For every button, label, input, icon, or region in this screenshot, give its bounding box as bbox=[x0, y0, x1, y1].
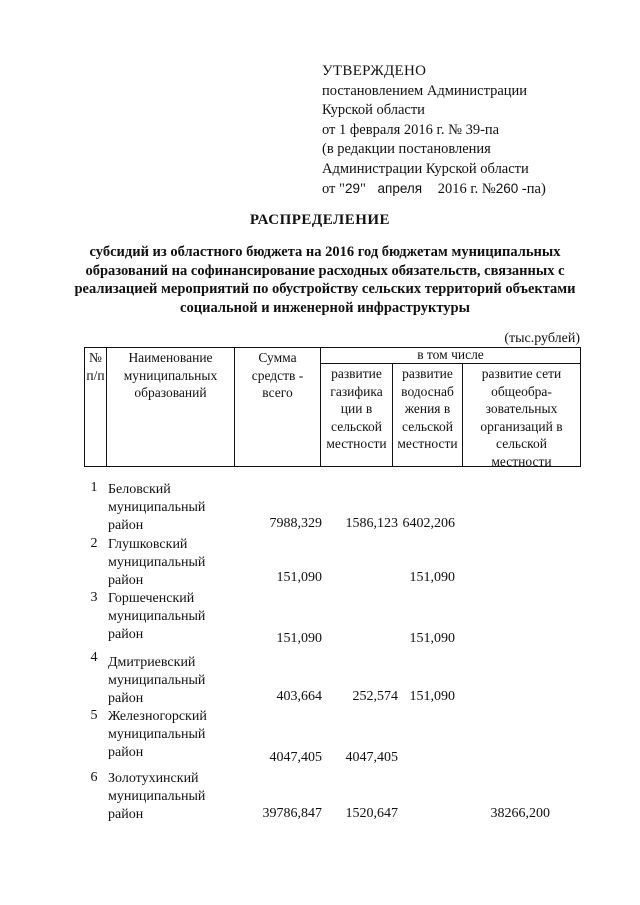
row-name-line: Железногорский bbox=[108, 709, 207, 724]
row-name-line: район bbox=[108, 518, 144, 533]
table-row bbox=[84, 480, 581, 540]
row-number: 3 bbox=[90, 590, 98, 605]
header-text: п/п bbox=[86, 367, 105, 383]
header-total bbox=[235, 349, 320, 402]
row-name bbox=[108, 770, 218, 824]
approval-title: УТВЕРЖДЕНО bbox=[322, 63, 427, 79]
row-edu: 38266,200 bbox=[490, 806, 550, 821]
units-label: (тыс.рублей) bbox=[504, 331, 580, 346]
header-text: развитие bbox=[402, 366, 453, 381]
row-name-line: муниципальный bbox=[108, 789, 206, 804]
header-text: ции в bbox=[340, 401, 373, 416]
header-num bbox=[85, 349, 106, 384]
subtitle-line: реализацией мероприятий по обустройству сельских территорий объектами bbox=[74, 281, 576, 297]
approval-line: Администрации Курской области bbox=[322, 160, 529, 177]
approval-line: постановлением Администрации bbox=[322, 82, 528, 99]
row-number: 4 bbox=[90, 650, 98, 665]
header-including: в том числе bbox=[417, 347, 484, 362]
header-text: № bbox=[89, 350, 102, 365]
table-row bbox=[84, 536, 581, 592]
approval-date-line bbox=[322, 179, 546, 200]
approval-line: (в редакции постановления bbox=[322, 141, 491, 157]
row-number: 5 bbox=[90, 708, 98, 723]
header-text: Сумма bbox=[258, 350, 297, 365]
row-water: 151,090 bbox=[409, 570, 455, 585]
header-text: сельской bbox=[496, 436, 547, 451]
row-name-line: Беловский bbox=[108, 482, 171, 497]
row-number: 2 bbox=[90, 536, 98, 551]
row-total: 151,090 bbox=[276, 631, 322, 646]
header-text: газифика bbox=[330, 383, 383, 399]
row-name-line: муниципальный bbox=[108, 727, 206, 742]
approval-day: 29 bbox=[344, 181, 360, 196]
row-name bbox=[108, 708, 218, 762]
row-name-line: Дмитриевский bbox=[108, 655, 196, 670]
row-name-line: район bbox=[108, 745, 144, 760]
approval-number: 260 bbox=[495, 181, 519, 196]
header-text: организаций в bbox=[480, 418, 563, 434]
header-text: образований bbox=[134, 385, 207, 400]
row-name-line: район bbox=[108, 627, 144, 642]
header-text: развитие сети bbox=[481, 366, 562, 381]
row-name bbox=[108, 654, 218, 708]
row-total: 403,664 bbox=[276, 689, 322, 704]
header-text: местности bbox=[397, 436, 458, 451]
table-row bbox=[84, 770, 581, 830]
row-name-line: Золотухинский bbox=[108, 771, 199, 786]
row-number: 1 bbox=[90, 480, 98, 495]
header-edu bbox=[463, 365, 580, 470]
row-total: 4047,405 bbox=[269, 750, 322, 765]
header-name bbox=[107, 349, 234, 402]
row-water: 6402,206 bbox=[402, 516, 455, 531]
row-total: 151,090 bbox=[276, 570, 322, 585]
approval-suffix: -па) bbox=[521, 181, 546, 197]
row-name-line: муниципальный bbox=[108, 555, 206, 570]
table-row bbox=[84, 590, 581, 650]
table-row bbox=[84, 708, 581, 770]
approval-date-prefix: от " bbox=[322, 181, 345, 197]
header-text: местности bbox=[326, 436, 387, 451]
row-number: 6 bbox=[90, 770, 98, 785]
approval-month: апреля bbox=[377, 181, 423, 196]
row-water: 151,090 bbox=[409, 689, 455, 704]
approval-line: от 1 февраля 2016 г. № 39-па bbox=[322, 121, 500, 138]
table-row bbox=[84, 652, 581, 708]
row-name-line: муниципальный bbox=[108, 609, 206, 624]
header-water bbox=[393, 365, 462, 453]
subtitle-line: субсидий из областного бюджета на 2016 год бюджетам муниципальных bbox=[89, 244, 561, 260]
row-name-line: муниципальный bbox=[108, 673, 206, 688]
approval-line: Курской области bbox=[322, 102, 425, 118]
row-name bbox=[108, 536, 218, 590]
header-text: водоснаб bbox=[401, 383, 454, 399]
row-name-line: Глушковский bbox=[108, 537, 188, 552]
header-text: муниципальных bbox=[123, 367, 218, 383]
approval-block bbox=[322, 62, 546, 200]
row-total: 39786,847 bbox=[262, 806, 322, 821]
row-name bbox=[108, 590, 218, 644]
header-text: жения в bbox=[404, 401, 451, 416]
header-text: сельской bbox=[402, 418, 453, 434]
header-text: общеобра- bbox=[491, 383, 552, 399]
document-title: РАСПРЕДЕЛЕНИЕ bbox=[249, 212, 391, 228]
subtitle-line: социальной и инженерной инфраструктуры bbox=[180, 299, 470, 316]
table-header bbox=[84, 347, 581, 467]
approval-date-quote: " bbox=[359, 181, 366, 197]
header-text: зовательных bbox=[485, 401, 558, 416]
header-text: Наименование bbox=[128, 350, 213, 365]
approval-year: 2016 г. № bbox=[437, 181, 496, 197]
header-text: местности bbox=[491, 453, 552, 469]
header-gas bbox=[321, 365, 392, 453]
header-text: сельской bbox=[331, 418, 382, 434]
table-border bbox=[580, 347, 581, 467]
row-gas: 1586,123 bbox=[345, 516, 398, 531]
row-name-line: район bbox=[108, 807, 144, 822]
subtitle-line: образований на софинансирование расходных обязательств, связанных с bbox=[85, 262, 565, 279]
row-gas: 1520,647 bbox=[345, 806, 398, 821]
row-gas: 4047,405 bbox=[345, 750, 398, 765]
row-total: 7988,329 bbox=[269, 516, 322, 531]
row-name bbox=[108, 481, 218, 535]
row-name-line: Горшеченский bbox=[108, 591, 195, 606]
row-gas: 252,574 bbox=[352, 689, 398, 704]
row-name-line: муниципальный bbox=[108, 500, 206, 515]
header-text: всего bbox=[262, 385, 293, 400]
header-text: развитие bbox=[331, 366, 382, 381]
header-text: средств - bbox=[251, 367, 304, 383]
document-subtitle bbox=[70, 243, 580, 317]
row-water: 151,090 bbox=[409, 631, 455, 646]
row-name-line: район bbox=[108, 573, 144, 588]
row-name-line: район bbox=[108, 691, 144, 706]
